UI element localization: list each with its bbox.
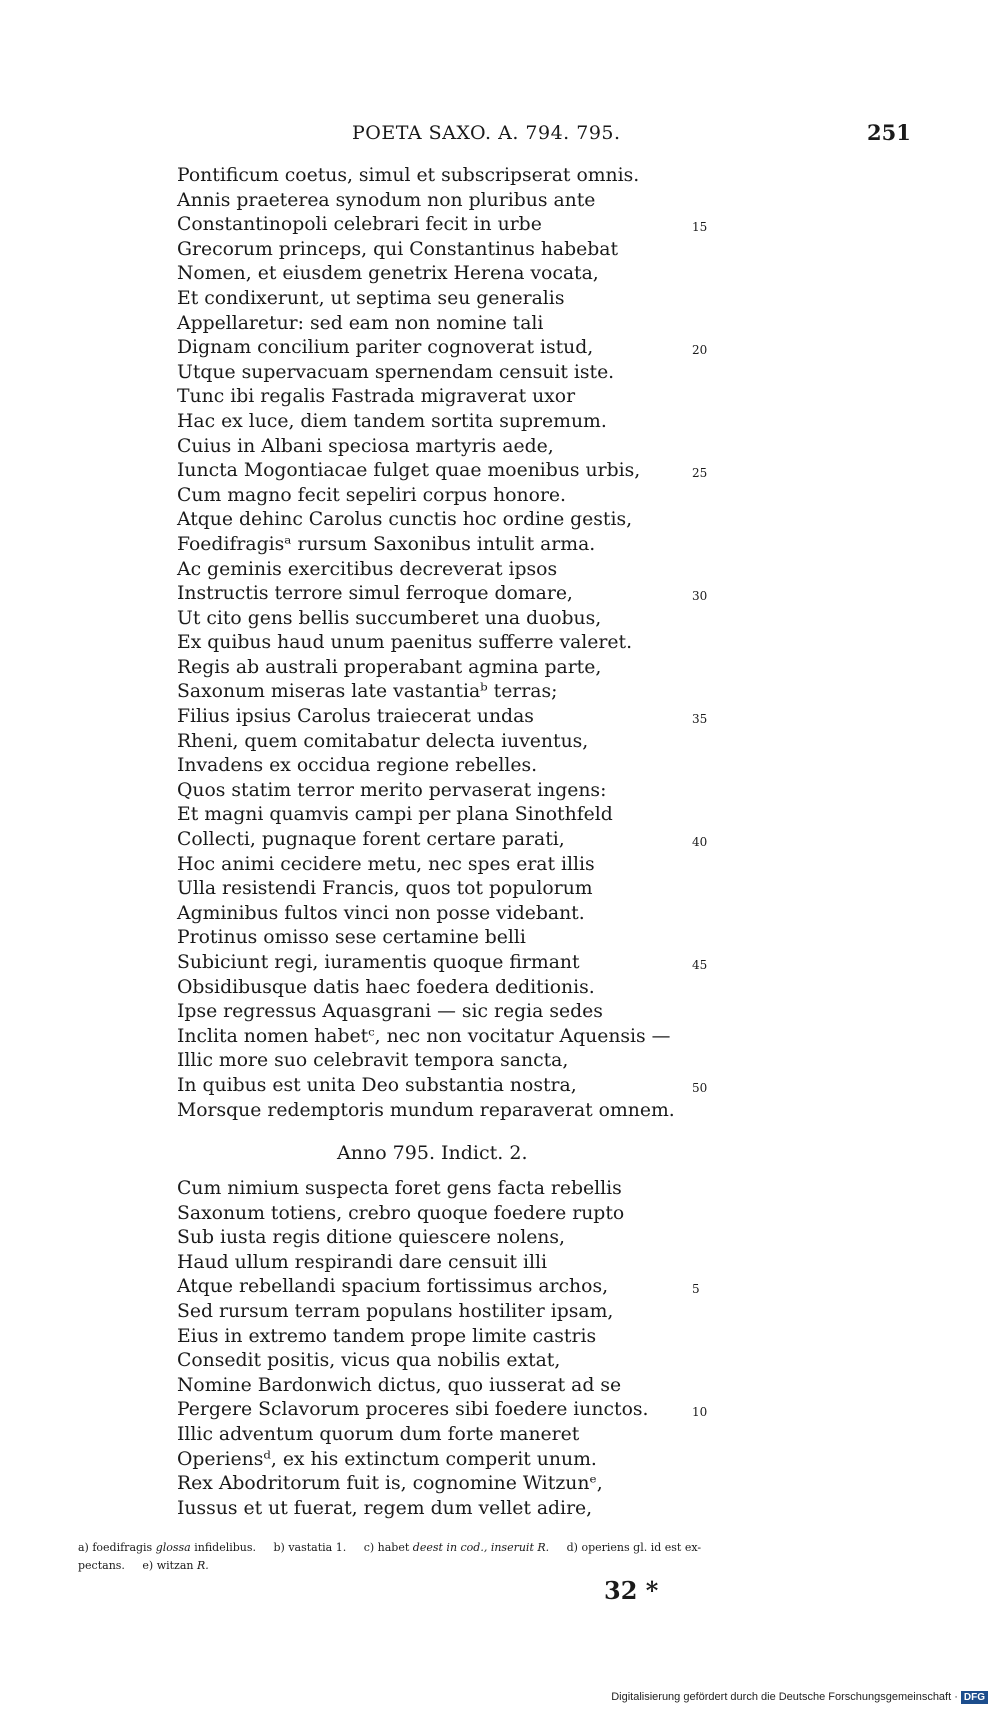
verse-text: Filius ipsius Carolus traiecerat undas [177, 706, 534, 728]
verse-line [177, 287, 737, 312]
line-number: 5 [692, 1282, 700, 1297]
line-number: 15 [692, 220, 708, 235]
verse-text: In quibus est unita Deo substantia nostra, [177, 1074, 577, 1096]
verse-text: Saxonum totiens, crebro quoque foedere rupto [177, 1202, 625, 1224]
verse-text: Et magni quamvis campi per plana Sinothfeld [177, 804, 613, 826]
verse-text: Cum nimium suspecta foret gens facta rebellis [177, 1178, 622, 1199]
verse-line [177, 607, 737, 632]
verse-line [177, 1049, 737, 1074]
footnote-b: b) vastatia 1. [273, 1541, 347, 1554]
verse-text: Utque supervacuam spernendam censuit iste. [177, 361, 615, 383]
verse-line [177, 385, 737, 410]
verse-text: Tunc ibi regalis Fastrada migraverat uxor [177, 386, 576, 408]
footnote-line-1 [78, 1539, 898, 1557]
verse-text: Invadens ex occidua regione rebelles. [177, 755, 538, 777]
verse-line [177, 213, 737, 238]
verse-line [177, 976, 737, 1001]
section-heading: Anno 795. Indict. 2. [337, 1142, 528, 1164]
verse-line [177, 238, 737, 263]
verse-line [177, 631, 737, 656]
verse-text: Hoc animi cecidere metu, nec spes erat illis [177, 853, 595, 875]
verse-text: Cuius in Albani speciosa martyris aede, [177, 435, 554, 457]
verse-text: Protinus omisso sese certamine belli [177, 927, 526, 949]
verse-line [177, 779, 737, 804]
verse-text: Pontificum coetus, simul et subscripserat omnis. [177, 165, 640, 186]
verse-line [177, 730, 737, 755]
footnote-d: d) operiens gl. id est ex- [566, 1541, 702, 1554]
verse-text: Illic more suo celebravit tempora sancta, [177, 1050, 569, 1072]
line-number: 45 [692, 958, 708, 972]
running-header: POETA SAXO. A. 794. 795. [352, 122, 621, 144]
verse-text: Agminibus fultos vinci non posse videbant. [177, 902, 585, 924]
verse-line [177, 189, 737, 214]
verse-text: Illic adventum quorum dum forte maneret [177, 1423, 580, 1445]
verse-line [177, 1300, 737, 1325]
verse-text: Inclita nomen habetᶜ, nec non vocitatur Aquensis — [177, 1025, 671, 1047]
verse-line [177, 1099, 737, 1124]
verse-line [177, 1000, 737, 1025]
line-number: 10 [692, 1405, 708, 1420]
line-number: 30 [692, 589, 708, 604]
verse-line [177, 1226, 737, 1251]
verse-text: Nomen, et eiusdem genetrix Herena vocata, [177, 263, 599, 285]
verse-text: Ipse regressus Aquasgrani — sic regia sedes [177, 1001, 603, 1023]
verse-line [177, 533, 737, 558]
verse-text: Atque dehinc Carolus cunctis hoc ordine gestis, [177, 509, 633, 531]
verse-text: Constantinopoli celebrari fecit in urbe [177, 214, 542, 236]
verse-text: Pergere Sclavorum proceres sibi foedere iunctos. [177, 1399, 649, 1421]
verse-text: Et condixerunt, ut septima seu generalis [177, 287, 565, 309]
line-number: 20 [692, 343, 708, 358]
verse-line [177, 680, 737, 705]
verse-line [177, 164, 737, 189]
verse-text: Saxonum miseras late vastantiaᵇ terras; [177, 681, 558, 703]
verse-line [177, 1325, 737, 1350]
verse-line [177, 1398, 737, 1423]
dfg-logo: DFG [961, 1691, 988, 1704]
verse-text: Quos statim terror merito pervaserat ingens: [177, 779, 607, 801]
verse-text: Operiensᵈ, ex his extinctum comperit unum. [177, 1448, 597, 1470]
verse-line [177, 1202, 737, 1227]
verse-text: Sub iusta regis ditione quiescere nolens, [177, 1227, 566, 1249]
verse-line [177, 705, 737, 730]
verse-text: Regis ab australi properabant agmina parte, [177, 656, 602, 678]
verse-line [177, 656, 737, 681]
verse-text: Ulla resistendi Francis, quos tot populorum [177, 878, 593, 900]
verse-text: Rheni, quem comitabatur delecta iuventus, [177, 730, 589, 752]
verse-text: Rex Abodritorum fuit is, cognomine Witzunᵉ, [177, 1473, 603, 1495]
verse-text: Ac geminis exercitibus decreverat ipsos [177, 558, 558, 580]
verse-line [177, 1251, 737, 1276]
verse-text: Consedit positis, vicus qua nobilis extat, [177, 1350, 561, 1372]
verse-text: Appellaretur: sed eam non nomine tali [177, 312, 544, 334]
verse-text: Atque rebellandi spacium fortissimus archos, [177, 1276, 609, 1298]
verse-text: Cum magno fecit sepeliri corpus honore. [177, 484, 567, 506]
verse-line [177, 853, 737, 878]
verse-line [177, 902, 737, 927]
digitization-credit: Digitalisierung gefördert durch die Deutsche Forschungsgemeinschaft · DFG [611, 1691, 988, 1704]
line-number: 35 [692, 712, 708, 727]
page-number: 251 [867, 120, 911, 145]
signature-mark: 32 * [604, 1576, 659, 1605]
verse-line [177, 1448, 737, 1473]
line-number: 50 [692, 1080, 708, 1095]
verse-block-795 [177, 1177, 737, 1521]
line-number: 40 [692, 835, 708, 850]
verse-text: Ut cito gens bellis succumberet una duobus, [177, 607, 602, 629]
verse-line [177, 336, 737, 361]
verse-line [177, 1472, 737, 1497]
verse-line [177, 262, 737, 287]
verse-line [177, 1177, 737, 1202]
verse-text: Foedifragisᵃ rursum Saxonibus intulit arma. [177, 533, 596, 555]
footnote-c: c) habet deest in cod., inseruit R. [363, 1541, 550, 1554]
verse-line [177, 1025, 737, 1050]
verse-text: Haud ullum respirandi dare censuit illi [177, 1251, 547, 1273]
footnote-e: e) witzan R. [142, 1559, 209, 1572]
verse-line [177, 459, 737, 484]
verse-text: Morsque redemptoris mundum reparaverat omnem. [177, 1099, 675, 1121]
verse-text: Iussus et ut fuerat, regem dum vellet adire, [177, 1497, 593, 1519]
verse-text: Eius in extremo tandem prope limite castris [177, 1325, 597, 1347]
verse-text: Instructis terrore simul ferroque domare, [177, 583, 573, 605]
verse-line [177, 582, 737, 607]
verse-line [177, 926, 737, 951]
verse-line [177, 1074, 737, 1099]
verse-line [177, 877, 737, 902]
verse-line [177, 435, 737, 460]
verse-text: Hac ex luce, diem tandem sortita supremum. [177, 410, 607, 432]
footnotes [78, 1539, 898, 1575]
line-number: 25 [692, 466, 708, 481]
verse-line [177, 361, 737, 386]
verse-line [177, 754, 737, 779]
verse-line [177, 1275, 737, 1300]
verse-text: Sed rursum terram populans hostiliter ipsam, [177, 1300, 614, 1322]
verse-line [177, 508, 737, 533]
verse-line [177, 1374, 737, 1399]
verse-line [177, 558, 737, 583]
footnote-line-2: pectans. e) witzan R. [78, 1559, 209, 1572]
verse-text: Grecorum princeps, qui Constantinus habebat [177, 238, 619, 260]
verse-block-794 [177, 164, 737, 1123]
verse-line [177, 1497, 737, 1522]
verse-text: Ex quibus haud unum paenitus sufferre valeret. [177, 632, 633, 654]
verse-line [177, 1423, 737, 1448]
verse-line [177, 312, 737, 337]
verse-line [177, 484, 737, 509]
verse-text: Collecti, pugnaque forent certare parati, [177, 829, 565, 851]
verse-text: Nomine Bardonwich dictus, quo iusserat ad se [177, 1374, 622, 1396]
verse-text: Annis praeterea synodum non pluribus ante [177, 189, 596, 211]
verse-line [177, 828, 737, 853]
verse-line [177, 803, 737, 828]
verse-text: Iuncta Mogontiacae fulget quae moenibus urbis, [177, 460, 641, 482]
verse-text: Obsidibusque datis haec foedera deditionis. [177, 976, 595, 998]
footnote-a: a) foedifragis glossa infidelibus. [78, 1541, 257, 1554]
verse-line [177, 951, 737, 976]
verse-text: Subiciunt regi, iuramentis quoque firmant [177, 952, 580, 973]
verse-line [177, 1349, 737, 1374]
verse-line [177, 410, 737, 435]
verse-text: Dignam concilium pariter cognoverat istud, [177, 337, 594, 359]
